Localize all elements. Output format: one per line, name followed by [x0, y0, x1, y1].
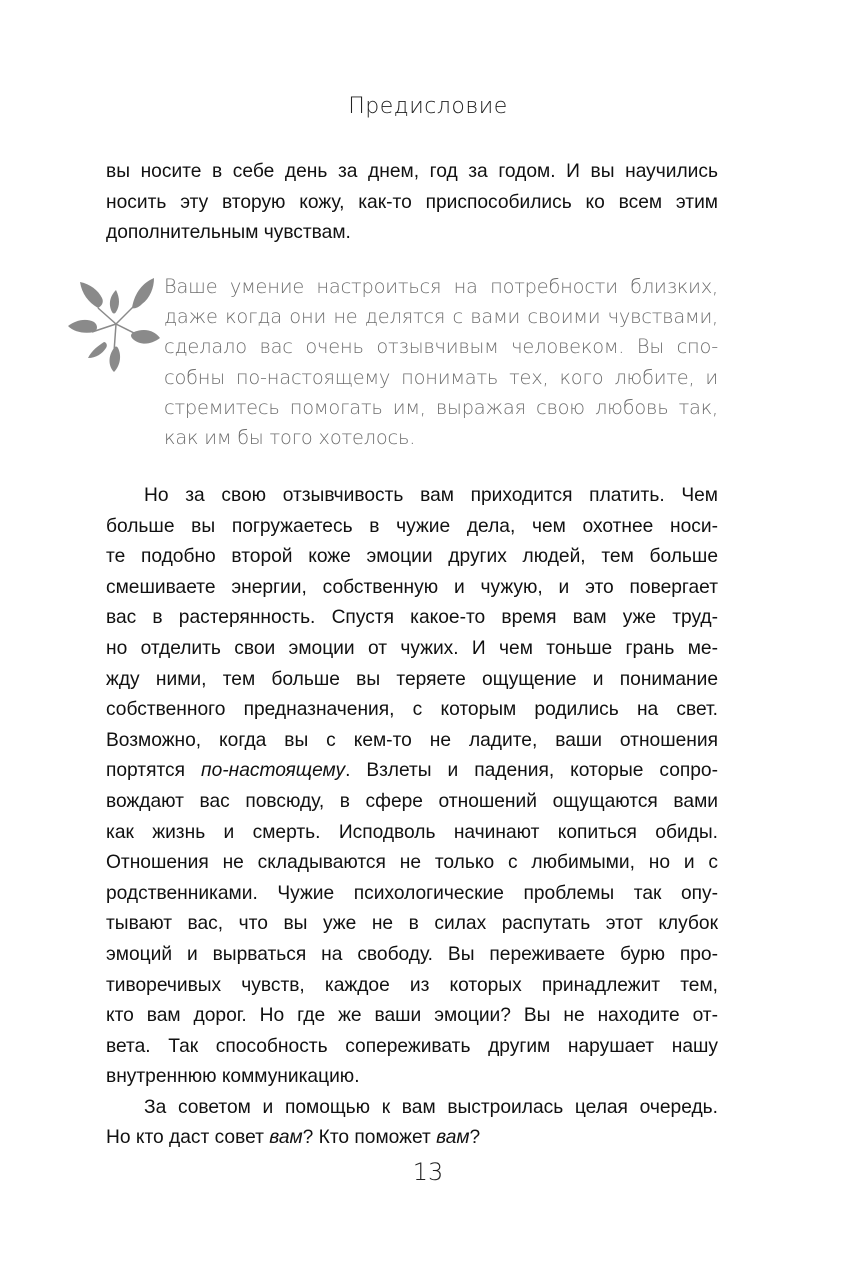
- intro-line: вы носите в себе день за днем, год за годом. И вы научились: [106, 161, 718, 182]
- main-line: Но за свою отзывчивость вам приходится платить. Чем: [144, 485, 718, 506]
- callout-line: сделало вас очень отзывчивым человеком. Вы спо-: [164, 335, 718, 359]
- main-line: собственного предназначения, с которым родились на свет.: [106, 699, 718, 721]
- main-paragraph: [106, 481, 718, 1154]
- main-line: как жизнь и смерть. Исподволь начинают копиться обиды.: [106, 821, 718, 843]
- main-line: тывают вас, что вы уже не в силах распутать этот клубок: [106, 913, 718, 935]
- main-line-part: . Взлеты и падения, которые сопро-: [345, 760, 718, 782]
- main-line-part: портятся: [106, 760, 202, 782]
- main-line: Возможно, когда вы с кем-то не ладите, ваши отношения: [106, 729, 718, 751]
- main-line-emphasis: [106, 756, 718, 787]
- callout-line: как им бы того хотелось.: [164, 426, 416, 450]
- main-line: вас в растерянность. Спустя какое-то время вам уже труд-: [106, 607, 718, 629]
- leaf-ornament-icon: [68, 272, 160, 372]
- callout-block: [68, 272, 728, 452]
- main-line: но отделить свои эмоции от чужих. И чем тоньше грань ме-: [106, 637, 718, 659]
- closing-part: ? Кто поможет: [302, 1127, 437, 1149]
- main-line: смешиваете энергии, собственную и чужую, и это повергает: [106, 576, 718, 598]
- main-line: те подобно второй коже эмоции других людей, тем больше: [106, 546, 718, 568]
- callout-line: стремитесь помогать им, выражая свою любовь так,: [164, 395, 718, 419]
- main-line: внутреннюю коммуникацию.: [106, 1066, 360, 1088]
- main-line: тиворечивых чувств, каждое из которых принадлежит тем,: [106, 974, 718, 996]
- main-line: эмоций и вырваться на свободу. Вы переживаете бурю про-: [106, 943, 718, 965]
- intro-line: носить эту вторую кожу, как-то приспособились ко всем этим: [106, 191, 718, 213]
- closing-line: [106, 1123, 718, 1154]
- closing-part: Но кто даст совет: [106, 1127, 270, 1149]
- intro-line: дополнительным чувствам.: [106, 222, 351, 244]
- callout-line: Ваше умение настроиться на потребности близких,: [164, 275, 718, 298]
- intro-paragraph: [106, 157, 718, 249]
- closing-part: ?: [469, 1127, 481, 1149]
- closing-line: За советом и помощью к вам выстроилась целая очередь.: [144, 1096, 718, 1118]
- main-line: Отношения не складываются не только с любимыми, но и с: [106, 852, 718, 874]
- running-head-title: Предисловие: [348, 94, 508, 119]
- closing-paragraph: [106, 1093, 718, 1154]
- callout-line: даже когда они не делятся с вами своими чувствами,: [164, 305, 718, 329]
- main-line: больше вы погружаетесь в чужие дела, чем охотнее носи-: [106, 515, 718, 537]
- emphasis-text: по-настоящему: [201, 760, 346, 782]
- main-line: вета. Так способность сопереживать другим нарушает нашу: [106, 1035, 718, 1057]
- main-line: вождают вас повсюду, в сфере отношений ощущаются вами: [106, 790, 718, 812]
- callout-text: [164, 272, 718, 453]
- callout-line: собны по-настоящему понимать тех, кого любите, и: [164, 365, 718, 389]
- emphasis-text: вам: [436, 1127, 470, 1149]
- emphasis-text: вам: [269, 1127, 303, 1149]
- main-line: родственниками. Чужие психологические проблемы так опу-: [106, 882, 718, 904]
- main-line: кто вам дорог. Но где же ваши эмоции? Вы не находите от-: [106, 1005, 718, 1027]
- main-line: жду ними, тем больше вы теряете ощущение и понимание: [106, 668, 718, 690]
- page-number: 13: [412, 1158, 444, 1186]
